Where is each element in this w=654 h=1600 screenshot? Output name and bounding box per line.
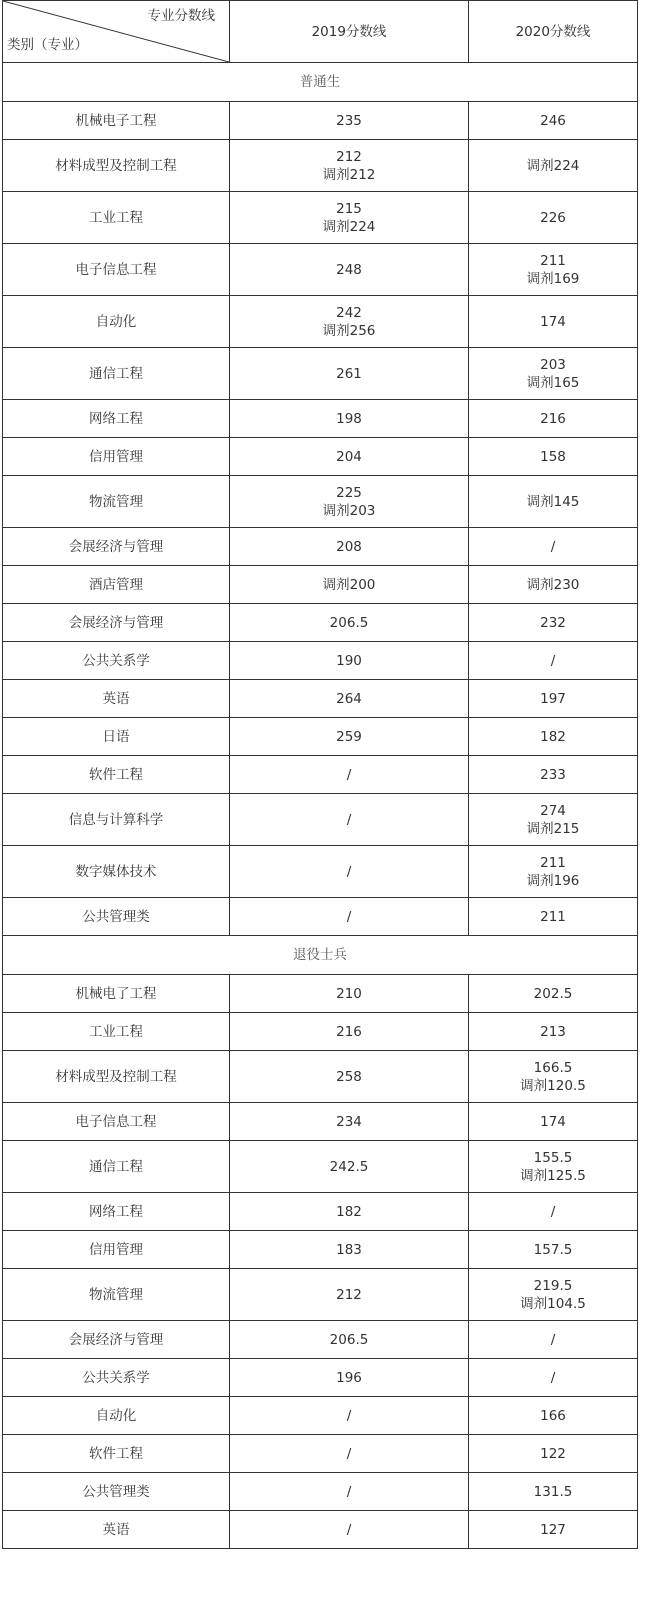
score-value: 202.5 — [533, 985, 573, 1002]
table-row — [3, 642, 638, 680]
major-name — [3, 1193, 230, 1231]
score-value: 248 — [336, 261, 362, 278]
score-value: / — [346, 811, 352, 828]
score-value: 174 — [540, 1113, 566, 1130]
score-value: 211 — [540, 252, 566, 269]
table-row — [3, 680, 638, 718]
major-name — [3, 1473, 230, 1511]
score-value: 183 — [336, 1241, 362, 1258]
score-value: 调剂224 — [526, 157, 580, 174]
score-value: / — [550, 1369, 556, 1386]
score-value: 131.5 — [533, 1483, 573, 1500]
score-value: 216 — [540, 410, 566, 427]
score-value: / — [346, 766, 352, 783]
table-row — [3, 1013, 638, 1051]
major-name — [3, 348, 230, 400]
score-value: 216 — [336, 1023, 362, 1040]
score-value: 226 — [540, 209, 566, 226]
major-name — [3, 1321, 230, 1359]
table-body — [3, 1, 638, 1549]
score-2020 — [469, 1397, 638, 1435]
score-2019 — [230, 192, 469, 244]
score-2019 — [230, 102, 469, 140]
score-value: 234 — [336, 1113, 362, 1130]
score-2020 — [469, 296, 638, 348]
score-2019 — [230, 140, 469, 192]
score-value: / — [550, 538, 556, 555]
score-value: 软件工程 — [89, 1445, 143, 1462]
score-2020 — [469, 140, 638, 192]
major-name — [3, 1103, 230, 1141]
score-value: 调剂200 — [322, 576, 376, 593]
score-2019 — [230, 1397, 469, 1435]
major-name — [3, 140, 230, 192]
score-2020 — [469, 604, 638, 642]
score-2019 — [230, 400, 469, 438]
score-2019 — [230, 680, 469, 718]
score-2020 — [469, 438, 638, 476]
score-value: 122 — [540, 1445, 566, 1462]
score-2020 — [469, 898, 638, 936]
score-table — [2, 0, 638, 1549]
table-row — [3, 102, 638, 140]
score-value: 电子信息工程 — [75, 261, 157, 278]
score-value: 203 — [540, 356, 566, 373]
score-value: 242.5 — [329, 1158, 369, 1175]
score-value: 会展经济与管理 — [68, 1331, 164, 1348]
score-value: / — [346, 1407, 352, 1424]
major-name — [3, 642, 230, 680]
header-row — [3, 1, 638, 63]
score-value: 调剂120.5 — [520, 1077, 586, 1094]
score-value: 264 — [336, 690, 362, 707]
table-row — [3, 192, 638, 244]
score-value: 自动化 — [95, 313, 137, 330]
major-name — [3, 566, 230, 604]
score-value: 182 — [540, 728, 566, 745]
score-value: 软件工程 — [89, 766, 143, 783]
score-value: 机械电子工程 — [75, 112, 157, 129]
score-2019 — [230, 1103, 469, 1141]
score-value: 公共关系学 — [82, 652, 150, 669]
score-2020 — [469, 348, 638, 400]
score-value: 自动化 — [95, 1407, 137, 1424]
score-2020 — [469, 1103, 638, 1141]
score-2019 — [230, 1511, 469, 1549]
score-value: 网络工程 — [89, 410, 143, 427]
section-row — [3, 63, 638, 102]
score-value: 155.5 — [533, 1149, 573, 1166]
major-name — [3, 975, 230, 1013]
score-value: 调剂203 — [322, 502, 376, 519]
score-value: 调剂256 — [322, 322, 376, 339]
major-name — [3, 1397, 230, 1435]
score-value: 259 — [336, 728, 362, 745]
score-value: 调剂230 — [526, 576, 580, 593]
score-value: 212 — [336, 148, 362, 165]
major-name — [3, 296, 230, 348]
table-row — [3, 898, 638, 936]
score-2020 — [469, 794, 638, 846]
score-value: / — [346, 1445, 352, 1462]
score-value: 公共关系学 — [82, 1369, 150, 1386]
major-name — [3, 400, 230, 438]
score-value: / — [346, 908, 352, 925]
table-row — [3, 1051, 638, 1103]
score-value: 酒店管理 — [89, 576, 143, 593]
score-value: 127 — [540, 1521, 566, 1538]
table-row — [3, 718, 638, 756]
score-2020 — [469, 756, 638, 794]
score-value: 数字媒体技术 — [75, 863, 157, 880]
score-value: 158 — [540, 448, 566, 465]
score-value: 190 — [336, 652, 362, 669]
table-row — [3, 476, 638, 528]
score-value: 166.5 — [533, 1059, 573, 1076]
score-value: 206.5 — [329, 1331, 369, 1348]
major-name — [3, 244, 230, 296]
score-value: 274 — [540, 802, 566, 819]
score-value: 会展经济与管理 — [68, 538, 164, 555]
score-2019 — [230, 1321, 469, 1359]
table-row — [3, 846, 638, 898]
major-name — [3, 846, 230, 898]
score-2019 — [230, 476, 469, 528]
score-value: / — [550, 1331, 556, 1348]
table-row — [3, 756, 638, 794]
header-score-label: 专业分数线 — [147, 8, 215, 24]
score-value: / — [346, 1483, 352, 1500]
table-row — [3, 1193, 638, 1231]
score-2020 — [469, 1051, 638, 1103]
score-value: 211 — [540, 854, 566, 871]
score-2020 — [469, 528, 638, 566]
score-value: 英语 — [102, 1521, 130, 1538]
section-title: 退役士兵 — [3, 936, 638, 975]
score-2020 — [469, 1473, 638, 1511]
score-2020 — [469, 718, 638, 756]
score-value: 公共管理类 — [82, 908, 150, 925]
score-value: 信用管理 — [89, 448, 143, 465]
score-2019 — [230, 604, 469, 642]
major-name — [3, 1013, 230, 1051]
table-row — [3, 400, 638, 438]
score-value: 206.5 — [329, 614, 369, 631]
score-2020 — [469, 975, 638, 1013]
score-value: 公共管理类 — [82, 1483, 150, 1500]
score-value: 232 — [540, 614, 566, 631]
score-value: 196 — [336, 1369, 362, 1386]
score-value: 材料成型及控制工程 — [55, 157, 177, 174]
score-value: 212 — [336, 1286, 362, 1303]
major-name — [3, 718, 230, 756]
table-row — [3, 1231, 638, 1269]
major-name — [3, 794, 230, 846]
table-row — [3, 348, 638, 400]
score-2020 — [469, 846, 638, 898]
table-row — [3, 794, 638, 846]
score-2019 — [230, 1051, 469, 1103]
score-value: 调剂212 — [322, 166, 376, 183]
score-value: 157.5 — [533, 1241, 573, 1258]
score-2019 — [230, 1141, 469, 1193]
score-2019 — [230, 846, 469, 898]
score-2019 — [230, 975, 469, 1013]
score-value: / — [550, 652, 556, 669]
score-value: 英语 — [102, 690, 130, 707]
score-2020 — [469, 192, 638, 244]
score-value: 174 — [540, 313, 566, 330]
score-2020 — [469, 680, 638, 718]
score-value: 197 — [540, 690, 566, 707]
score-value: 242 — [336, 304, 362, 321]
section-row — [3, 936, 638, 975]
score-value: 调剂145 — [526, 493, 580, 510]
table-row — [3, 438, 638, 476]
score-value: 调剂224 — [322, 218, 376, 235]
table-row — [3, 1141, 638, 1193]
score-value: 信用管理 — [89, 1241, 143, 1258]
score-value: 调剂125.5 — [520, 1167, 586, 1184]
major-name — [3, 756, 230, 794]
score-2020 — [469, 476, 638, 528]
section-title: 普通生 — [3, 63, 638, 102]
major-name — [3, 1269, 230, 1321]
table-row — [3, 1397, 638, 1435]
header-2019: 2019分数线 — [230, 1, 469, 63]
score-2019 — [230, 1359, 469, 1397]
table-row — [3, 1435, 638, 1473]
score-value: 通信工程 — [89, 1158, 143, 1175]
score-value: 会展经济与管理 — [68, 614, 164, 631]
score-value: / — [550, 1203, 556, 1220]
score-2019 — [230, 296, 469, 348]
score-2020 — [469, 1435, 638, 1473]
score-value: 235 — [336, 112, 362, 129]
score-value: 调剂215 — [526, 820, 580, 837]
score-value: 210 — [336, 985, 362, 1002]
table-row — [3, 296, 638, 348]
score-value: 通信工程 — [89, 365, 143, 382]
score-value: 物流管理 — [89, 493, 143, 510]
major-name — [3, 102, 230, 140]
score-2019 — [230, 794, 469, 846]
score-value: 材料成型及控制工程 — [55, 1068, 177, 1085]
score-2019 — [230, 1013, 469, 1051]
score-value: 机械电了工程 — [75, 985, 157, 1002]
score-value: 网络工程 — [89, 1203, 143, 1220]
score-value: 246 — [540, 112, 566, 129]
score-2019 — [230, 244, 469, 296]
score-value: 调剂169 — [526, 270, 580, 287]
score-2020 — [469, 642, 638, 680]
score-2019 — [230, 438, 469, 476]
major-name — [3, 680, 230, 718]
score-2019 — [230, 1193, 469, 1231]
score-2019 — [230, 1231, 469, 1269]
table-row — [3, 1103, 638, 1141]
score-2019 — [230, 1435, 469, 1473]
score-value: 166 — [540, 1407, 566, 1424]
table-row — [3, 1359, 638, 1397]
score-value: 215 — [336, 200, 362, 217]
table-row — [3, 1473, 638, 1511]
major-name — [3, 528, 230, 566]
score-value: 233 — [540, 766, 566, 783]
table-row — [3, 244, 638, 296]
table-row — [3, 604, 638, 642]
score-2019 — [230, 898, 469, 936]
score-2019 — [230, 528, 469, 566]
score-value: 198 — [336, 410, 362, 427]
score-2020 — [469, 1013, 638, 1051]
major-name — [3, 438, 230, 476]
score-value: 日语 — [102, 728, 130, 745]
table-row — [3, 975, 638, 1013]
score-2020 — [469, 1359, 638, 1397]
score-value: 211 — [540, 908, 566, 925]
header-category-label: 类别（专业） — [7, 37, 88, 53]
score-value: 213 — [540, 1023, 566, 1040]
score-value: 261 — [336, 365, 362, 382]
table-row — [3, 1321, 638, 1359]
diagonal-header-cell — [3, 1, 230, 63]
score-value: 工业工程 — [89, 209, 143, 226]
score-value: 调剂104.5 — [520, 1295, 586, 1312]
score-value: 调剂165 — [526, 374, 580, 391]
score-2019 — [230, 1269, 469, 1321]
score-2019 — [230, 642, 469, 680]
score-2020 — [469, 244, 638, 296]
major-name — [3, 192, 230, 244]
table-row — [3, 1269, 638, 1321]
score-value: 信息与计算科学 — [68, 811, 164, 828]
score-value: / — [346, 1521, 352, 1538]
score-2020 — [469, 1321, 638, 1359]
major-name — [3, 1141, 230, 1193]
major-name — [3, 1435, 230, 1473]
score-value: 219.5 — [533, 1277, 573, 1294]
score-value: 204 — [336, 448, 362, 465]
score-value: 调剂196 — [526, 872, 580, 889]
major-name — [3, 476, 230, 528]
major-name — [3, 1359, 230, 1397]
score-2019 — [230, 348, 469, 400]
score-value: 工业工程 — [89, 1023, 143, 1040]
score-value: 物流管理 — [89, 1286, 143, 1303]
major-name — [3, 1231, 230, 1269]
score-value: 258 — [336, 1068, 362, 1085]
major-name — [3, 898, 230, 936]
major-name — [3, 1511, 230, 1549]
major-name — [3, 1051, 230, 1103]
score-value: 182 — [336, 1203, 362, 1220]
score-2020 — [469, 1231, 638, 1269]
score-2020 — [469, 400, 638, 438]
major-name — [3, 604, 230, 642]
table-row — [3, 1511, 638, 1549]
header-2020: 2020分数线 — [469, 1, 638, 63]
score-value: / — [346, 863, 352, 880]
score-2020 — [469, 1141, 638, 1193]
table-row — [3, 566, 638, 604]
score-2020 — [469, 1511, 638, 1549]
score-2020 — [469, 1193, 638, 1231]
score-2020 — [469, 566, 638, 604]
score-value: 225 — [336, 484, 362, 501]
table-row — [3, 528, 638, 566]
score-value: 208 — [336, 538, 362, 555]
table-row — [3, 140, 638, 192]
score-2019 — [230, 718, 469, 756]
score-2020 — [469, 1269, 638, 1321]
score-2019 — [230, 1473, 469, 1511]
score-2019 — [230, 756, 469, 794]
score-2020 — [469, 102, 638, 140]
score-2019 — [230, 566, 469, 604]
score-value: 电子信息工程 — [75, 1113, 157, 1130]
